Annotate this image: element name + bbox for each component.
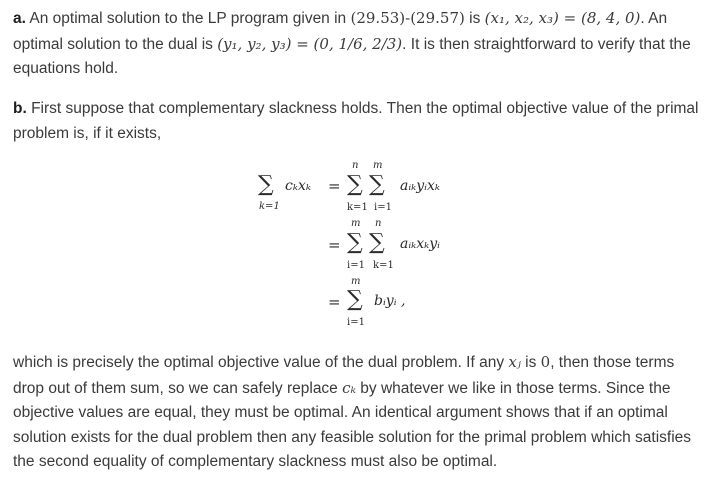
line1-sup-2: m [373,160,383,171]
line2-term: aᵢₖxₖyᵢ [400,236,440,252]
line2-sub-1: i=1 [347,260,365,271]
lhs-sigma: ∑ [258,172,274,197]
eq-sign-3: = [328,293,341,311]
closing-text-4: by whatever we like in those terms. Since the objective values are equal, they must be optimal. An identical argument shows that if an optimal solution exists for the dual problem then any feasible solution for the primal problem which satisfies the second equality of complementary slackness must also be optimal. [13,379,692,470]
line3-sup: m [351,276,361,287]
primal-solution: (x₁, x₂, x₃) = (8, 4, 0) [484,9,641,27]
part-a-text-2: is [464,10,485,27]
line1-sigma-2: ∑ [369,172,385,197]
line3-sigma: ∑ [347,287,363,312]
closing-paragraph [13,350,701,475]
line1-sigma-1: ∑ [347,172,363,197]
line1-sub-2: i=1 [374,202,392,213]
part-a-text-4: . It is then straightforward to verify that the equations hold. [13,35,691,77]
closing-text-2: is [520,354,541,371]
line2-sigma-1: ∑ [347,230,363,255]
lhs-term: cₖxₖ [285,178,311,194]
line2-sigma-2: ∑ [369,230,385,255]
eq-sign-2: = [328,236,341,254]
ck-symbol: cₖ [342,378,356,397]
line2-sub-2: k=1 [373,260,394,271]
part-b-label: b. [13,100,27,117]
closing-text-1: which is precisely the optimal objective value of the dual problem. If any [13,354,509,371]
closing-text-3: , then those terms drop out of them sum, so we can safely replace [13,354,675,397]
dual-solution: (y₁, y₂, y₃) = (0, 1/6, 2/3) [217,34,403,53]
xj-symbol: xⱼ [508,353,521,371]
eq-sign-1: = [328,177,341,195]
line1-sup-1: n [352,160,359,171]
lhs-sub: k=1 [259,201,280,212]
part-a-text-3: . An optimal solution to the dual is [13,10,668,53]
line3-sub: i=1 [347,317,365,328]
part-a-text-1: An optimal solution to the LP program given in [25,10,351,27]
line2-sup-1: m [351,218,361,229]
line1-sub-1: k=1 [347,202,368,213]
part-b-text: First suppose that complementary slackness holds. Then the optimal objective value of the primal problem is, if it exists, [13,100,699,142]
line2-sup-2: n [375,218,382,229]
line1-term: aᵢₖyᵢxₖ [400,178,440,194]
part-a-label: a. [13,10,26,27]
zero-value: 0 [540,353,551,371]
constraint-reference: (29.53)-(29.57) [350,9,465,27]
line3-term: bᵢyᵢ , [374,293,406,309]
